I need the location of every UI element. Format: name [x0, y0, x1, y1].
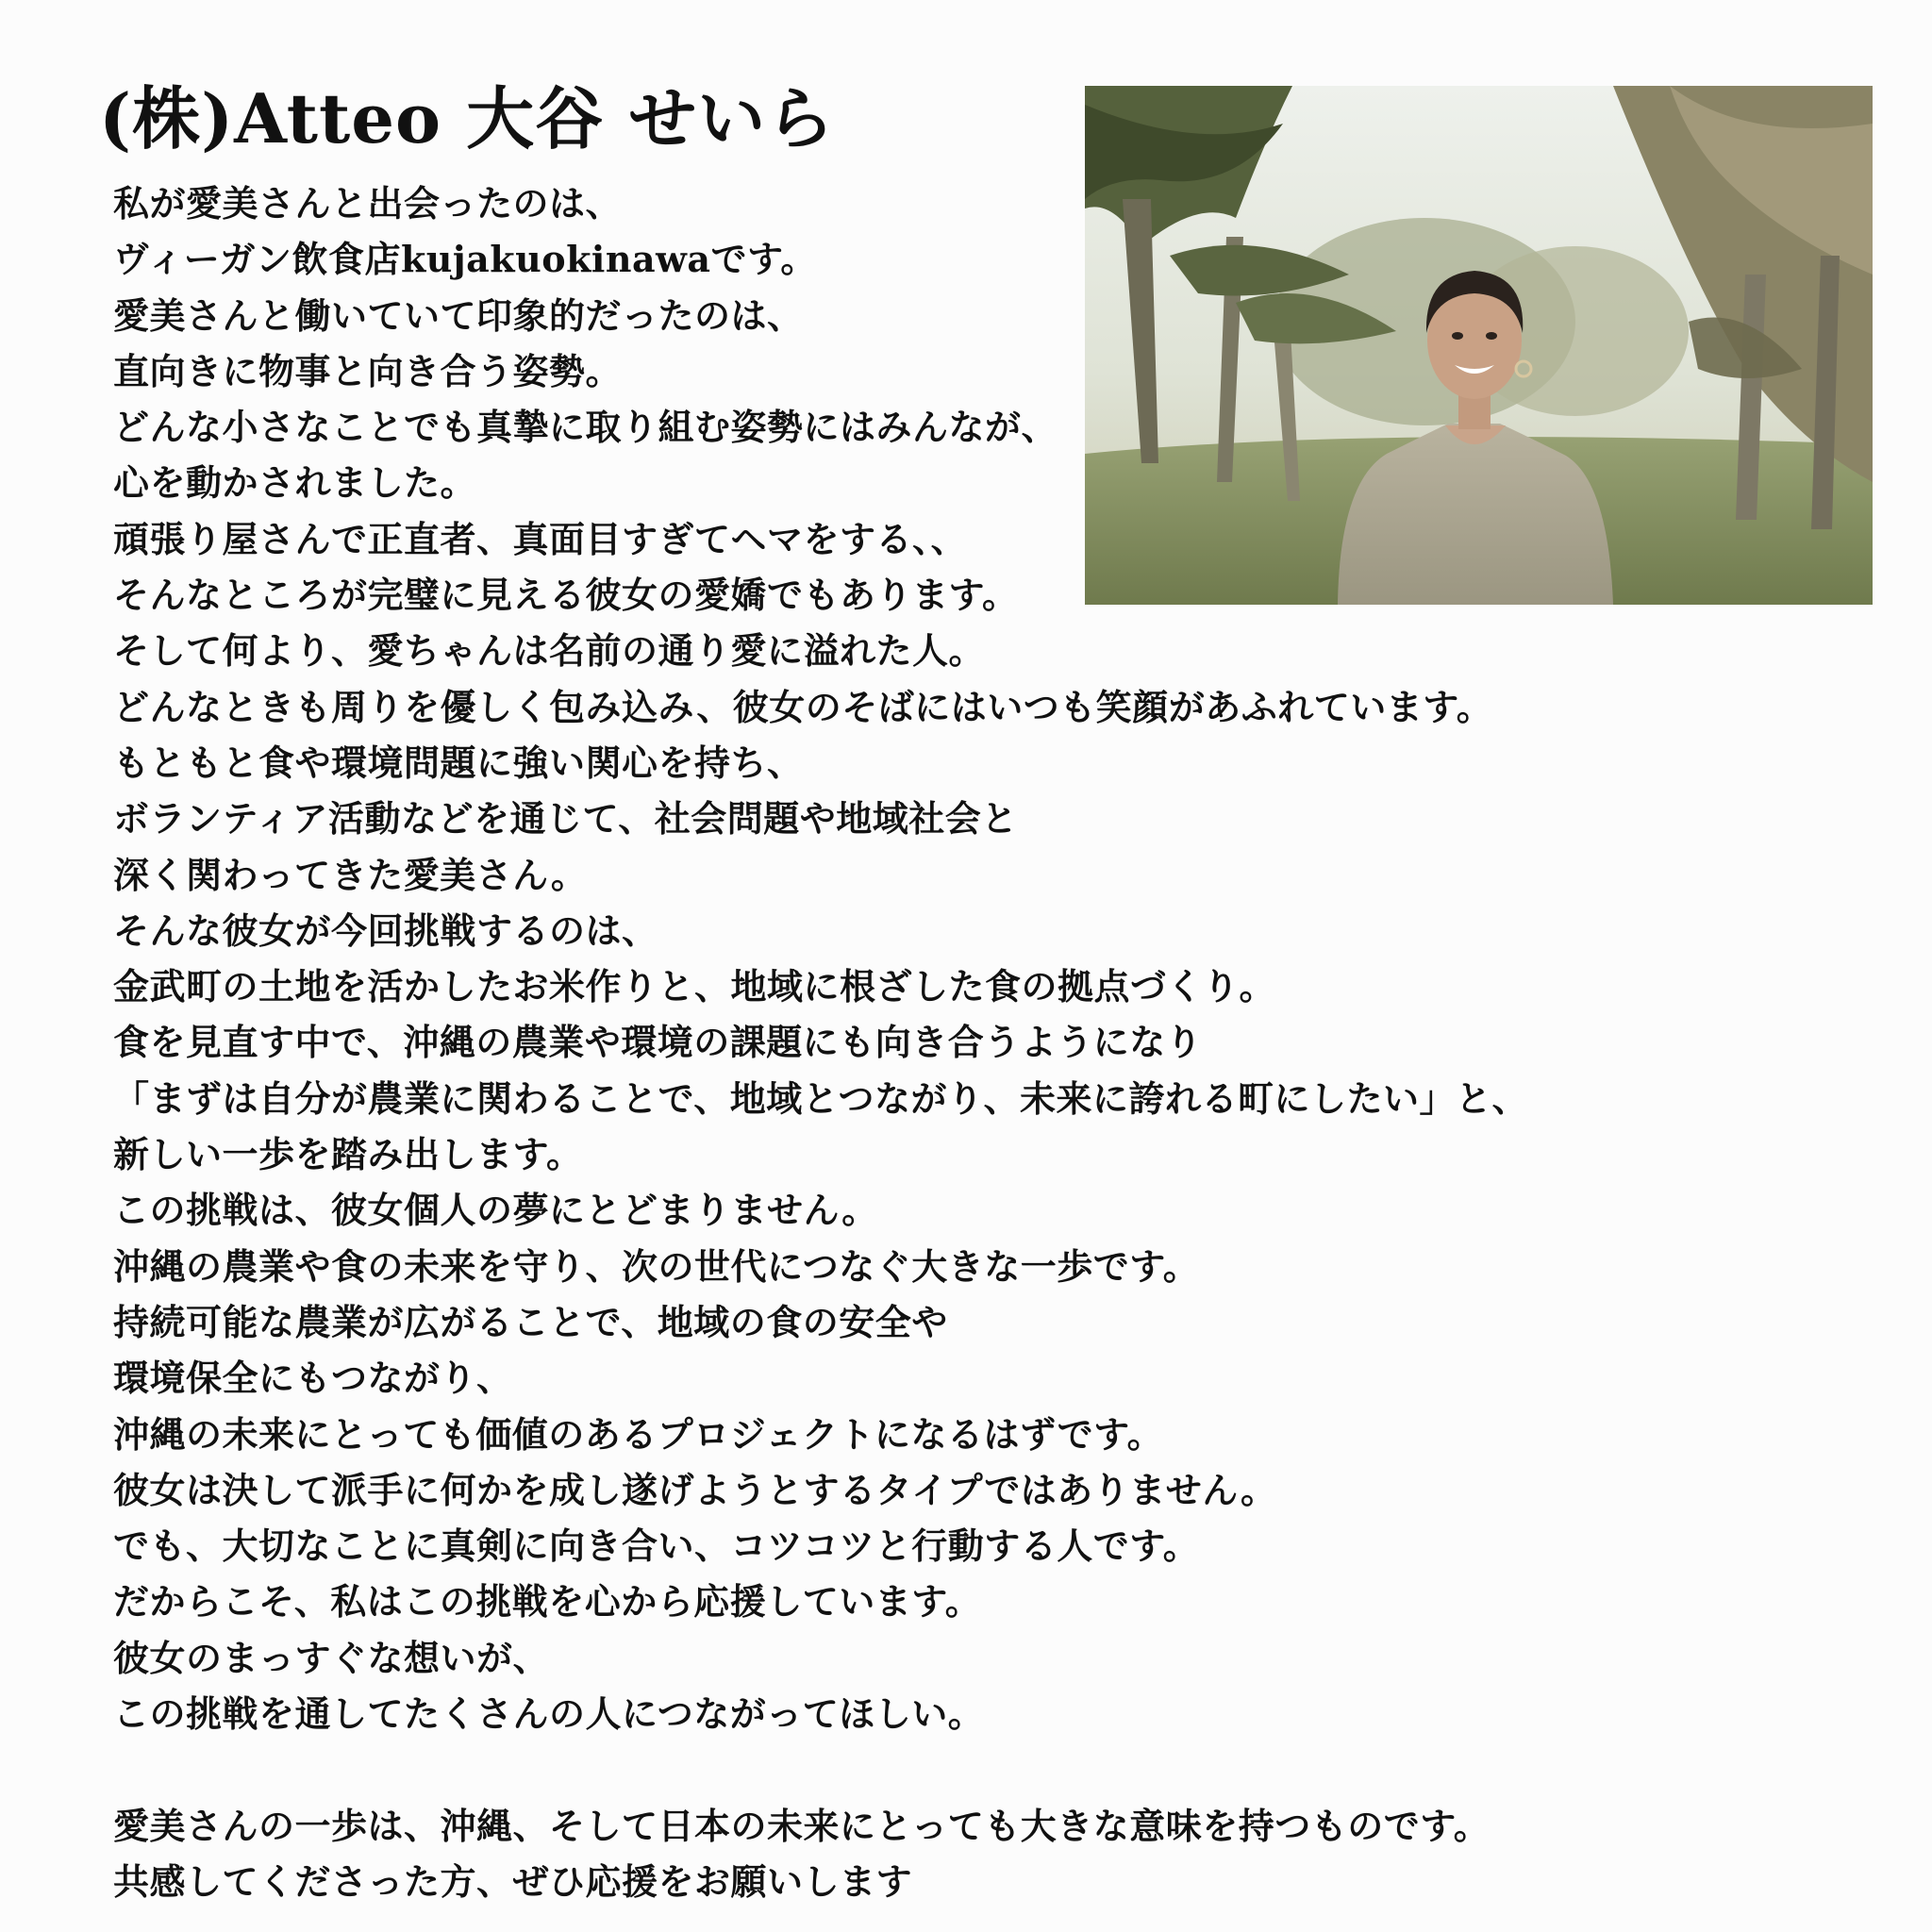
text-line: そんなところが完璧に見える彼女の愛嬌でもあります。 — [113, 574, 1019, 617]
paragraph-gap — [113, 1741, 1887, 1797]
text-line: 彼女のまっすぐな想いが、 — [113, 1636, 550, 1679]
text-line: 私が愛美さんと出会ったのは、 — [113, 182, 623, 225]
text-line: だからこそ、私はこの挑戦を心から応援しています。 — [113, 1580, 982, 1624]
text-line: 沖縄の農業や食の未来を守り、次の世代につなぐ大きな一歩です。 — [113, 1244, 1200, 1288]
text-line: 愛美さんの一歩は、沖縄、そして日本の未来にとっても大きな意味を持つものです。 — [113, 1804, 1491, 1847]
text-line: 持続可能な農業が広がることで、地域の食の安全や — [113, 1300, 948, 1343]
text-line: 直向きに物事と向き合う姿勢。 — [113, 349, 623, 392]
paragraph-1 — [113, 175, 1887, 1741]
text-line: 沖縄の未来にとっても価値のあるプロジェクトになるはずです。 — [113, 1412, 1164, 1456]
text-line: 金武町の土地を活かしたお米作りと、地域に根ざした食の拠点づくり。 — [113, 965, 1276, 1008]
text-line: 愛美さんと働いていて印象的だったのは、 — [113, 293, 804, 337]
text-line: この挑戦は、彼女個人の夢にとどまりません。 — [113, 1189, 878, 1232]
text-line: この挑戦を通してたくさんの人につながってほしい。 — [113, 1692, 985, 1736]
text-line: どんな小さなことでも真摯に取り組む姿勢にはみんなが、 — [113, 406, 1058, 449]
text-line: 新しい一歩を踏み出します。 — [113, 1133, 583, 1176]
text-line: 「まずは自分が農業に関わることで、地域とつながり、未来に誇れる町にしたい」と、 — [113, 1076, 1528, 1120]
text-line: そして何より、愛ちゃんは名前の通り愛に溢れた人。 — [113, 629, 986, 673]
text-line: 環境保全にもつながり、 — [113, 1357, 513, 1400]
text-line: どんなときも周りを優しく包み込み、彼女のそばにはいつも笑顔があふれています。 — [113, 685, 1493, 728]
text-line: ヴィーガン飲食店kujakuokinawaです。 — [113, 238, 817, 281]
text-line: 共感してくださった方、ぜひ応援をお願いします — [113, 1859, 913, 1903]
text-line: 深く関わってきた愛美さん。 — [113, 853, 588, 896]
text-line: もともと食や環境問題に強い関心を持ち、 — [113, 741, 804, 784]
paragraph-2 — [113, 1798, 1887, 1910]
testimonial-text — [113, 175, 1887, 1909]
text-line: でも、大切なことに真剣に向き合い、コツコツと行動する人です。 — [113, 1524, 1200, 1568]
text-line: 彼女は決して派手に何かを成し遂げようとするタイプではありません。 — [113, 1468, 1277, 1511]
text-line: そんな彼女が今回挑戦するのは、 — [113, 908, 658, 952]
text-line: 頑張り屋さんで正直者、真面目すぎてヘマをする、、 — [113, 517, 968, 560]
text-line: 心を動かされました。 — [113, 461, 477, 505]
text-line: 食を見直す中で、沖縄の農業や環境の課題にも向き合うようになり — [113, 1021, 1203, 1064]
page-title: (株)Atteo 大谷 せいら — [99, 78, 836, 158]
text-line: ボランティア活動などを通じて、社会問題や地域社会と — [113, 797, 1018, 841]
